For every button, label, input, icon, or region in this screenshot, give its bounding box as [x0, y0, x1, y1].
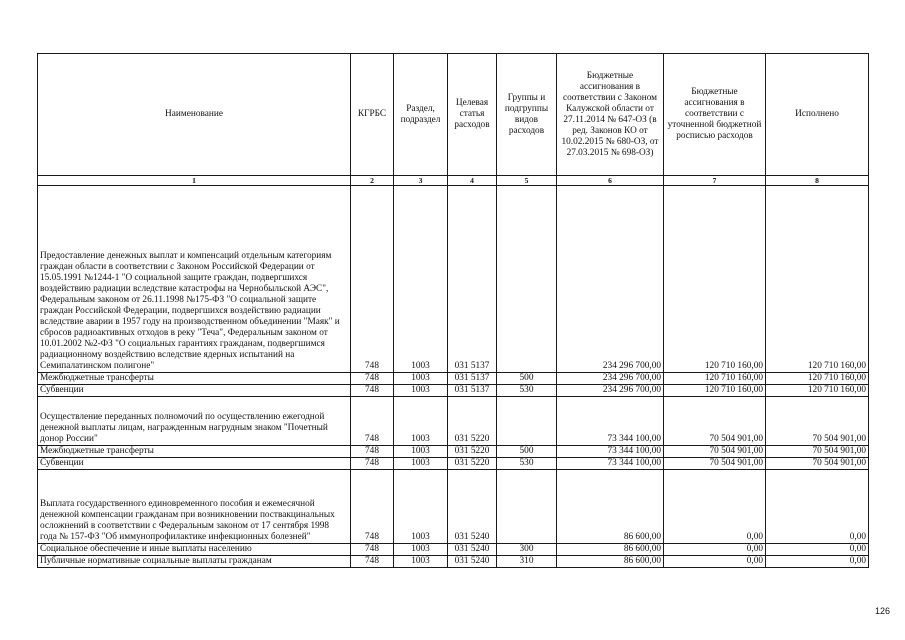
header-budget-initial: Бюджетные ассигнования в соответствии с Законом Калужской области от 27.11.2014 № 647-ОЗ (в ред. Законов КО от 10.02.2015 № 680-ОЗ, от 27.03.2015 № 698-ОЗ) — [557, 54, 664, 176]
budget-table — [37, 53, 869, 568]
row-section: 1003 — [394, 373, 448, 385]
row-section: 1003 — [394, 556, 448, 568]
column-number-row — [38, 176, 869, 186]
row-groups: 500 — [497, 373, 557, 385]
row-budget-revised: 70 504 901,00 — [664, 446, 766, 458]
table-row — [38, 470, 869, 544]
row-executed: 0,00 — [766, 544, 869, 556]
table-row — [38, 458, 869, 470]
row-kgrbs: 748 — [351, 470, 394, 544]
row-target: 031 5220 — [448, 397, 497, 446]
row-budget-initial: 86 600,00 — [557, 556, 664, 568]
row-executed: 0,00 — [766, 556, 869, 568]
row-budget-revised: 0,00 — [664, 544, 766, 556]
column-number: 4 — [448, 176, 497, 186]
row-groups: 530 — [497, 385, 557, 397]
row-target: 031 5137 — [448, 186, 497, 373]
row-name: Межбюджетные трансферты — [38, 373, 351, 385]
row-section: 1003 — [394, 544, 448, 556]
table-row — [38, 544, 869, 556]
column-number: 8 — [766, 176, 869, 186]
header-section: Раздел, подраздел — [394, 54, 448, 176]
row-name: Публичные нормативные социальные выплаты гражданам — [38, 556, 351, 568]
row-section: 1003 — [394, 470, 448, 544]
row-name: Социальное обеспечение и иные выплаты населению — [38, 544, 351, 556]
row-budget-initial: 73 344 100,00 — [557, 446, 664, 458]
row-kgrbs: 748 — [351, 446, 394, 458]
table-row — [38, 397, 869, 446]
row-name: Выплата государственного единовременного пособия и ежемесячной денежной компенсации гражданам при возникновении поствакцинальных осложнений в соответствии с Федеральным законом от 17 сентября 1998 года № 157-ФЗ "Об иммунопрофилактике инфекционных болезней" — [38, 470, 351, 544]
row-section: 1003 — [394, 397, 448, 446]
header-executed: Исполнено — [766, 54, 869, 176]
column-number: 2 — [351, 176, 394, 186]
row-budget-initial: 234 296 700,00 — [557, 186, 664, 373]
table-row — [38, 186, 869, 373]
row-kgrbs: 748 — [351, 373, 394, 385]
header-budget-revised: Бюджетные ассигнования в соответствии с уточненной бюджетной росписью расходов — [664, 54, 766, 176]
row-target: 031 5220 — [448, 458, 497, 470]
header-name: Наименование — [38, 54, 351, 176]
table-row — [38, 556, 869, 568]
row-budget-initial: 73 344 100,00 — [557, 397, 664, 446]
row-name: Осуществление переданных полномочий по осуществлению ежегодной денежной выплаты лицам, награжденным нагрудным знаком "Почетный донор России" — [38, 397, 351, 446]
row-budget-revised: 70 504 901,00 — [664, 458, 766, 470]
row-groups: 530 — [497, 458, 557, 470]
row-target: 031 5220 — [448, 446, 497, 458]
page-number: 126 — [875, 606, 891, 616]
row-kgrbs: 748 — [351, 385, 394, 397]
row-name: Субвенции — [38, 458, 351, 470]
row-budget-initial: 73 344 100,00 — [557, 458, 664, 470]
row-name: Межбюджетные трансферты — [38, 446, 351, 458]
row-executed: 70 504 901,00 — [766, 397, 869, 446]
row-budget-revised: 120 710 160,00 — [664, 373, 766, 385]
row-section: 1003 — [394, 385, 448, 397]
table-row — [38, 446, 869, 458]
header-target: Целевая статья расходов — [448, 54, 497, 176]
row-kgrbs: 748 — [351, 556, 394, 568]
row-kgrbs: 748 — [351, 186, 394, 373]
table-row — [38, 373, 869, 385]
row-budget-revised: 0,00 — [664, 556, 766, 568]
row-budget-revised: 120 710 160,00 — [664, 385, 766, 397]
column-number: 6 — [557, 176, 664, 186]
header-groups: Группы и подгруппы видов расходов — [497, 54, 557, 176]
table-header-row — [38, 54, 869, 176]
row-name: Предоставление денежных выплат и компенсаций отдельным категориям граждан области в соответствии с Законом Российской Федерации от 15.05.1991 №1244-1 "О социальной защите граждан, подвергшихся воздействию радиации вследствие катастрофы на Чернобыльской АЭС", Федеральным законом от 26.11.1998 №175-ФЗ "О социальной защите граждан Российской Федерации, подвергшихся воздействию радиации вследствие аварии в 1957 году на производственном объединении "Маяк" и сбросов радиоактивных отходов в реку "Теча", Федеральным законом от 10.01.2002 №2-ФЗ "О социальных гарантиях гражданам, подвергшимся радиационному воздействию вследствие ядерных испытаний на Семипалатинском полигоне" — [38, 186, 351, 373]
row-executed: 70 504 901,00 — [766, 446, 869, 458]
row-executed: 0,00 — [766, 470, 869, 544]
row-groups: 500 — [497, 446, 557, 458]
column-number: 3 — [394, 176, 448, 186]
header-kgrbs: КГРБС — [351, 54, 394, 176]
row-name: Субвенции — [38, 385, 351, 397]
row-kgrbs: 748 — [351, 544, 394, 556]
row-budget-revised: 120 710 160,00 — [664, 186, 766, 373]
row-kgrbs: 748 — [351, 397, 394, 446]
row-groups: 300 — [497, 544, 557, 556]
row-target: 031 5240 — [448, 544, 497, 556]
row-executed: 70 504 901,00 — [766, 458, 869, 470]
row-kgrbs: 748 — [351, 458, 394, 470]
row-target: 031 5240 — [448, 556, 497, 568]
row-executed: 120 710 160,00 — [766, 385, 869, 397]
row-groups — [497, 186, 557, 373]
table-row — [38, 385, 869, 397]
row-section: 1003 — [394, 446, 448, 458]
row-section: 1003 — [394, 186, 448, 373]
row-budget-initial: 234 296 700,00 — [557, 373, 664, 385]
row-executed: 120 710 160,00 — [766, 186, 869, 373]
row-target: 031 5137 — [448, 373, 497, 385]
row-groups: 310 — [497, 556, 557, 568]
row-target: 031 5240 — [448, 470, 497, 544]
column-number: 1 — [38, 176, 351, 186]
row-groups — [497, 470, 557, 544]
row-executed: 120 710 160,00 — [766, 373, 869, 385]
row-budget-initial: 86 600,00 — [557, 544, 664, 556]
column-number: 7 — [664, 176, 766, 186]
row-groups — [497, 397, 557, 446]
row-budget-initial: 234 296 700,00 — [557, 385, 664, 397]
row-section: 1003 — [394, 458, 448, 470]
row-budget-revised: 0,00 — [664, 470, 766, 544]
column-number: 5 — [497, 176, 557, 186]
row-budget-revised: 70 504 901,00 — [664, 397, 766, 446]
row-target: 031 5137 — [448, 385, 497, 397]
row-budget-initial: 86 600,00 — [557, 470, 664, 544]
